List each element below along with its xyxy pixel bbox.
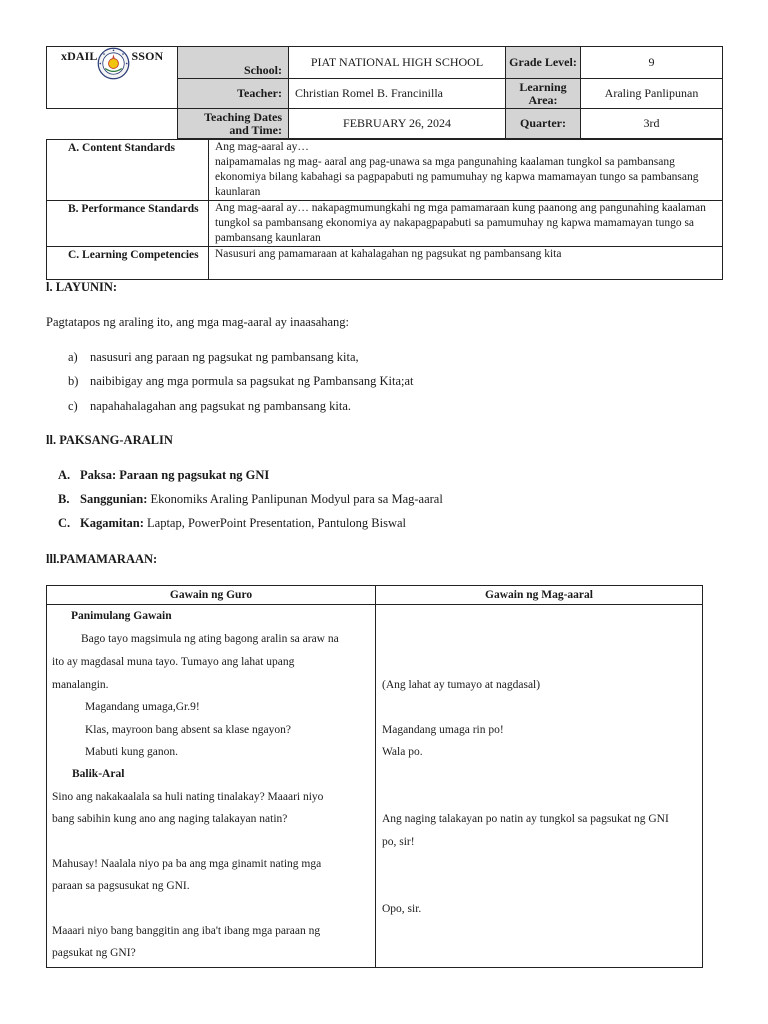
balik-aral-heading: Balik-Aral <box>72 768 125 780</box>
guro-line: Maaari niyo bang banggitin ang iba't ibang mga paraan ng <box>52 925 321 937</box>
content-standards-label: A. Content Standards <box>47 140 209 201</box>
learning-area-value: Araling Panlipunan <box>581 79 723 109</box>
paksa-item-b: B. Sanggunian: Ekonomiks Araling Panlipunan Modyul para sa Mag-aaral <box>58 492 443 506</box>
paksa-item-c: C. Kagamitan: Laptap, PowerPoint Presentation, Pantulong Biswal <box>58 516 407 530</box>
guro-line: paraan sa pagsusukat ng GNI. <box>52 880 190 892</box>
grade-level-value: 9 <box>581 47 723 79</box>
column-divider <box>375 586 376 967</box>
guro-line: bang sabihin kung ano ang naging talakayan natin? <box>52 813 288 825</box>
guro-line: Magandang umaga,Gr.9! <box>85 701 200 713</box>
standards-table <box>46 139 723 280</box>
dll-title: xDAIL SSON <box>61 49 164 63</box>
col-header-guro: Gawain ng Guro <box>47 586 375 605</box>
student-line: Ang naging talakayan po natin ay tungkol sa pagsukat ng GNI <box>382 813 669 825</box>
learning-competencies-label: C. Learning Competencies <box>47 247 209 280</box>
student-line: (Ang lahat ay tumayo at nagdasal) <box>382 679 541 691</box>
teaching-dates-value: FEBRUARY 26, 2024 <box>289 109 506 139</box>
learning-area-label: Learning Area: <box>506 79 581 109</box>
pamamaraan-heading: lll.PAMAMARAAN: <box>46 552 158 566</box>
objective-item-c: c) napahahalagahan ang pagsukat ng pambansang kita. <box>68 399 352 413</box>
guro-line: Mabuti kung ganon. <box>85 746 178 758</box>
student-line: Opo, sir. <box>382 903 422 915</box>
teacher-label: Teacher: <box>178 79 289 109</box>
learning-competencies-value: Nasusuri ang pamamaraan at kahalagahan ng pagsukat ng pambansang kita <box>209 247 723 280</box>
paksa-item-a: A. Paksa: Paraan ng pagsukat ng GNI <box>58 468 270 482</box>
guro-line: ito ay magdasal muna tayo. Tumayo ang lahat upang <box>52 656 295 668</box>
layunin-heading: l. LAYUNIN: <box>46 280 118 294</box>
teaching-dates-label: Teaching Dates and Time: <box>178 109 289 139</box>
student-line: po, sir! <box>382 836 415 848</box>
paksa-heading: ll. PAKSANG-ARALIN <box>46 433 173 447</box>
performance-standards-label: B. Performance Standards <box>47 201 209 247</box>
guro-line: Mahusay! Naalala niyo pa ba ang mga ginamit nating mga <box>52 858 322 870</box>
guro-line: pagsukat ng GNI? <box>52 947 136 959</box>
deped-seal-icon <box>97 47 130 80</box>
content-standards-value: Ang mag-aaral ay… naipamamalas ng mag- aaral ang pag-unawa sa mga pangunahing kaalaman tungkol sa pambansang ekonomiya bilang kabahagi sa pagpapabuti ng pamumuhay ng kapwa mamamayan tungo sa pambansang kaunlaran <box>209 140 723 201</box>
logo-cell <box>47 47 178 109</box>
guro-line: Klas, mayroon bang absent sa klase ngayon? <box>85 724 291 736</box>
grade-level-label: Grade Level: <box>506 47 581 79</box>
guro-line: Sino ang nakakaalala sa huli nating tinalakay? Maaari niyo <box>52 791 324 803</box>
col-header-magaaral: Gawain ng Mag-aaral <box>376 586 702 605</box>
objective-item-b: b) naibibigay ang mga pormula sa pagsukat ng Pambansang Kita;at <box>68 374 414 388</box>
guro-line: Bago tayo magsimula ng ating bagong aralin sa araw na <box>81 633 339 645</box>
panimulang-gawain-heading: Panimulang Gawain <box>71 610 172 622</box>
quarter-value: 3rd <box>581 109 723 139</box>
layunin-intro: Pagtatapos ng araling ito, ang mga mag-aaral ay inaasahang: <box>46 315 350 329</box>
teacher-value: Christian Romel B. Francinilla <box>289 79 506 109</box>
student-line: Wala po. <box>382 746 423 758</box>
school-value: PIAT NATIONAL HIGH SCHOOL <box>289 47 506 79</box>
guro-line: manalangin. <box>52 679 109 691</box>
objective-item-a: a) nasusuri ang paraan ng pagsukat ng pambansang kita, <box>68 350 359 364</box>
performance-standards-value: Ang mag-aaral ay… nakapagmumungkahi ng mga pamamaraan kung paanong ang pangunahing kaalaman tungkol sa pambansang ekonomiya ay nakapagpapabuti sa pamumuhay ng kapwa mamamayan tungo sa pambansang kaunlaran <box>209 201 723 247</box>
quarter-label: Quarter: <box>506 109 581 139</box>
procedure-table <box>46 585 703 968</box>
lesson-header-table <box>46 46 723 139</box>
empty-cell <box>47 109 178 139</box>
school-label: School: <box>178 47 289 79</box>
student-line: Magandang umaga rin po! <box>382 724 504 736</box>
